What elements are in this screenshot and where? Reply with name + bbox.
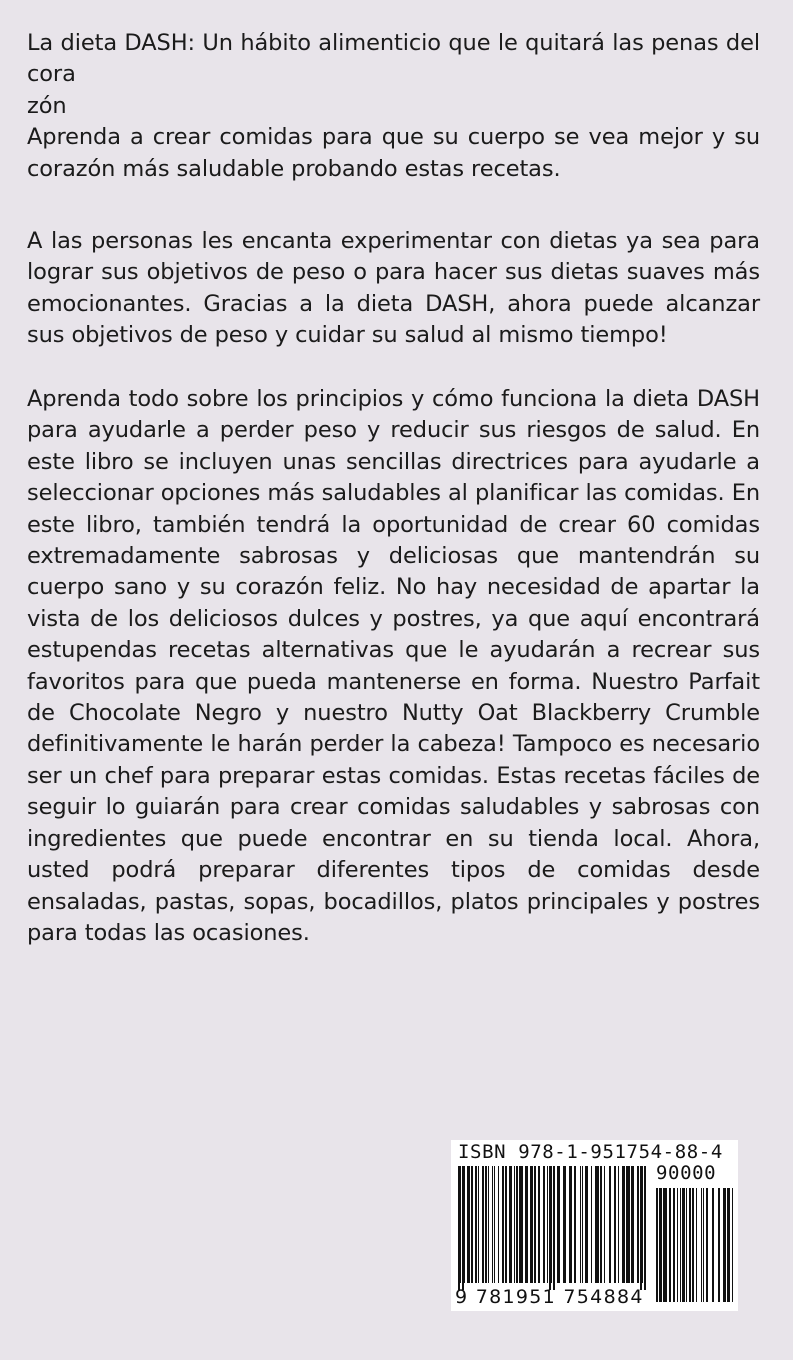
isbn-barcode	[451, 1140, 738, 1311]
title-line-2: zón	[27, 92, 67, 119]
ean-digits: 9 781951 754884	[455, 1286, 644, 1308]
price-code: 90000	[656, 1162, 717, 1184]
title-block	[27, 28, 760, 185]
paragraph-description	[27, 384, 760, 949]
paragraph: Aprenda todo sobre los principios y cómo funciona la dieta DASH para ayudarle a perder peso y reducir sus riesgos de salud. En este libro se incluyen unas sencillas directrices para ayudarle a seleccionar opciones más saludables al planificar las comidas. En este libro, también tendrá la oportunidad de crear 60 comidas extremadamente sabrosas y deliciosas que mantendrán su cuerpo sano y su corazón feliz. No hay necesidad de apartar la vista de los deliciosos dulces y postres, ya que aquí encontrará estupendas recetas alternativas que le ayudarán a recrear sus favoritos para que pueda mantenerse en forma. Nuestro Parfait de Chocolate Negro y nuestro Nutty Oat Blackberry Crumble definitivamente le harán perder la cabeza! Tampoco es necesario ser un chef para preparar estas comidas. Estas recetas fáciles de seguir lo guiarán para crear comidas saludables y sabrosas con ingredientes que puede encontrar en su tienda local. Ahora, usted podrá preparar diferentes tipos de comidas desde ensaladas, pastas, sopas, bocadillos, platos principales y postres para todas las ocasiones.	[27, 386, 760, 946]
paragraph-intro	[27, 226, 760, 352]
isbn-label: ISBN 978-1-951754-88-4	[458, 1141, 723, 1163]
title-line-1: La dieta DASH: Un hábito alimenticio que le quitará las penas del cora	[27, 30, 760, 88]
paragraph: A las personas les encanta experimentar con dietas ya sea para lograr sus objetivos de peso o para hacer sus dietas suaves más emocionantes. Gracias a la dieta DASH, ahora puede alcanzar sus objetivos de peso y cuidar su salud al mismo tiempo!	[27, 228, 760, 349]
subtitle: Aprenda a crear comidas para que su cuerpo se vea mejor y su corazón más saludable probando estas recetas.	[27, 124, 760, 182]
